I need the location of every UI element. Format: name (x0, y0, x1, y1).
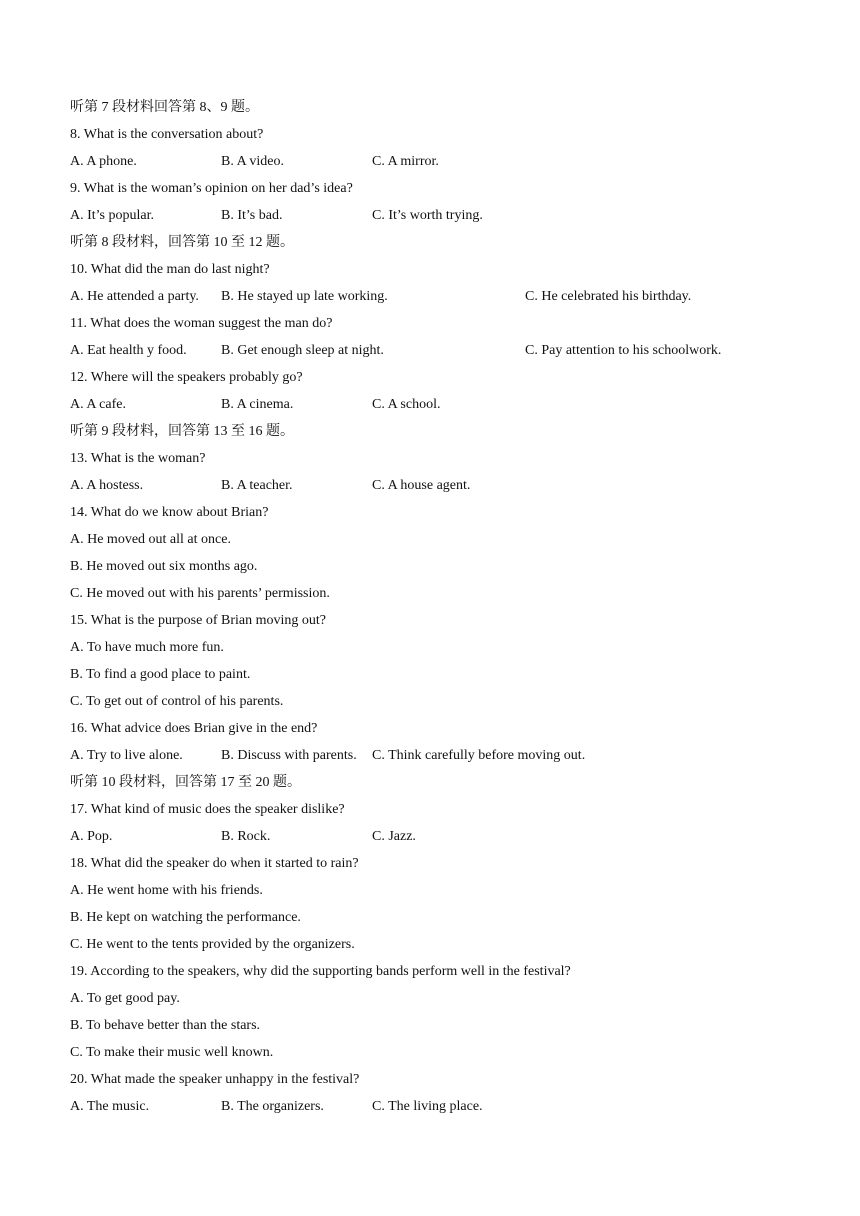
option-line: C. He went to the tents provided by the organizers. (70, 937, 355, 952)
question-text: 18. What did the speaker do when it started to rain? (70, 856, 359, 871)
question-text: 9. What is the woman’s opinion on her dad’s idea? (70, 181, 353, 196)
option-c: C. Think carefully before moving out. (372, 748, 586, 763)
option-row (70, 337, 790, 364)
exam-page (70, 94, 790, 1120)
option-line: A. He moved out all at once. (70, 532, 231, 547)
option-line: C. He moved out with his parents’ permission. (70, 586, 330, 601)
option-c: C. Pay attention to his schoolwork. (525, 343, 722, 358)
option-line: A. He went home with his friends. (70, 883, 263, 898)
option-row (70, 742, 790, 769)
question-text: 15. What is the purpose of Brian moving out? (70, 613, 326, 628)
option-line: B. To find a good place to paint. (70, 667, 251, 682)
question-text: 12. Where will the speakers probably go? (70, 370, 303, 385)
section-instruction: 听第 7 段材料回答第 8、9 题。 (70, 100, 259, 115)
option-a: A. Pop. (70, 829, 113, 844)
option-line: A. To get good pay. (70, 991, 180, 1006)
option-row (70, 391, 790, 418)
option-c: C. A mirror. (372, 154, 439, 169)
option-c: C. The living place. (372, 1099, 483, 1114)
option-a: A. A hostess. (70, 478, 144, 493)
option-a: A. He attended a party. (70, 289, 199, 304)
option-a: A. Eat health y food. (70, 343, 187, 358)
option-line: C. To get out of control of his parents. (70, 694, 284, 709)
option-c: C. It’s worth trying. (372, 208, 483, 223)
question-text: 20. What made the speaker unhappy in the festival? (70, 1072, 360, 1087)
option-row (70, 148, 790, 175)
option-c: C. Jazz. (372, 829, 416, 844)
option-a: A. Try to live alone. (70, 748, 183, 763)
option-a: A. A cafe. (70, 397, 126, 412)
option-row (70, 202, 790, 229)
option-a: A. It’s popular. (70, 208, 154, 223)
option-row (70, 1093, 790, 1120)
option-b: B. A cinema. (221, 397, 294, 412)
option-b: B. Rock. (221, 829, 271, 844)
question-text: 17. What kind of music does the speaker dislike? (70, 802, 345, 817)
section-instruction: 听第 8 段材料，回答第 10 至 12 题。 (70, 235, 294, 250)
question-text: 13. What is the woman? (70, 451, 206, 466)
option-row (70, 823, 790, 850)
question-text: 8. What is the conversation about? (70, 127, 264, 142)
option-c: C. He celebrated his birthday. (525, 289, 692, 304)
question-text: 16. What advice does Brian give in the end? (70, 721, 318, 736)
option-row (70, 283, 790, 310)
option-line: B. He moved out six months ago. (70, 559, 258, 574)
option-b: B. The organizers. (221, 1099, 324, 1114)
question-text: 11. What does the woman suggest the man do? (70, 316, 333, 331)
option-b: B. Get enough sleep at night. (221, 343, 384, 358)
option-b: B. He stayed up late working. (221, 289, 388, 304)
question-text: 10. What did the man do last night? (70, 262, 270, 277)
question-text: 14. What do we know about Brian? (70, 505, 269, 520)
section-instruction: 听第 10 段材料，回答第 17 至 20 题。 (70, 775, 301, 790)
option-a: A. The music. (70, 1099, 150, 1114)
option-a: A. A phone. (70, 154, 137, 169)
option-line: C. To make their music well known. (70, 1045, 274, 1060)
option-c: C. A school. (372, 397, 441, 412)
option-line: B. He kept on watching the performance. (70, 910, 301, 925)
option-b: B. A video. (221, 154, 285, 169)
question-text: 19. According to the speakers, why did the supporting bands perform well in the festival? (70, 964, 571, 979)
option-line: B. To behave better than the stars. (70, 1018, 261, 1033)
section-instruction: 听第 9 段材料，回答第 13 至 16 题。 (70, 424, 294, 439)
option-row (70, 472, 790, 499)
option-b: B. A teacher. (221, 478, 293, 493)
option-c: C. A house agent. (372, 478, 471, 493)
option-b: B. It’s bad. (221, 208, 283, 223)
option-line: A. To have much more fun. (70, 640, 224, 655)
option-b: B. Discuss with parents. (221, 748, 357, 763)
